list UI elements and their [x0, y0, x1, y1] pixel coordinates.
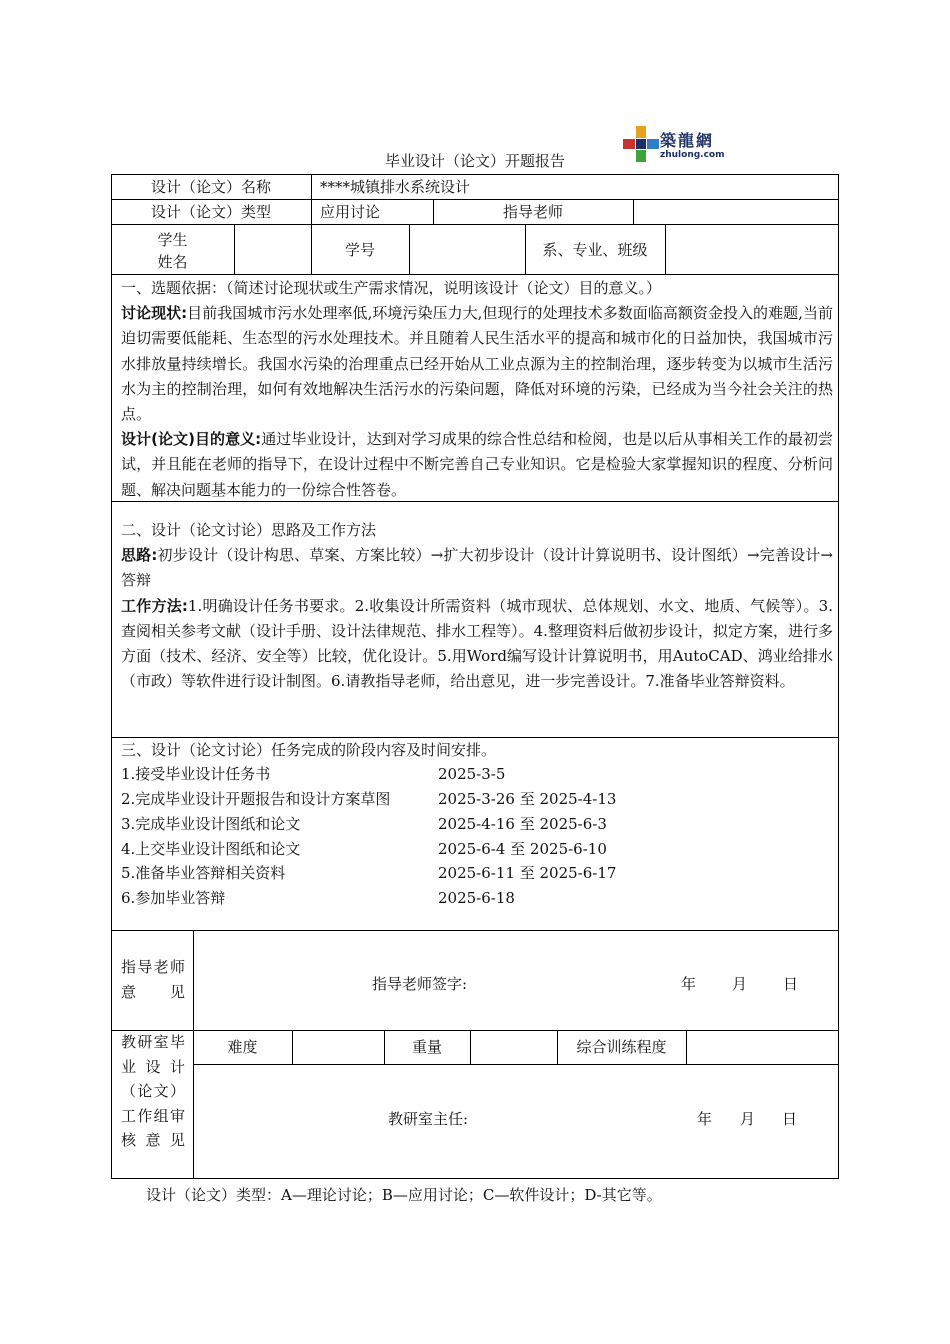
col-divider: [633, 199, 634, 224]
type-footnote: 设计（论文）类型：A—理论讨论；B—应用讨论；C—软件设计；D-其它等。: [146, 1186, 662, 1204]
logo-url: zhulong.com: [660, 150, 725, 160]
research-status-text: 目前我国城市污水处理率低,环境污染压力大,但现行的处理技术多数面临高额资金投入的难题,当前迫切需要低能耗、生态型的污水处理技术。并且随着人民生活水平的提高和城市化的日益加快，我国城市污水排放量持续增长。我国水污染的治理重点已经开始从工业点源为主的控制治理，逐步转变为以城市生活污水为主的控制治理，如何有效地解决生活污水的污染问题，降低对环境的污染，已经成为当今社会关注的热点。: [121, 304, 833, 424]
schedule-task: 5.准备毕业答辩相关资料: [121, 864, 286, 882]
col-divider: [311, 174, 312, 224]
row-divider: [111, 1030, 839, 1031]
advisor-month: 月: [732, 975, 748, 993]
col-divider: [665, 224, 666, 274]
section2-heading: 二、设计（论文讨论）思路及工作方法: [121, 521, 377, 539]
student-id-label: 学号: [344, 241, 375, 259]
advisor-opinion-label: 指导老师意见: [121, 958, 185, 1001]
col-divider: [686, 1030, 687, 1064]
col-divider: [470, 1030, 471, 1064]
method-label: 工作方法:: [121, 596, 188, 615]
advisor-label: 指导老师: [502, 203, 563, 221]
thesis-name-label: 设计（论文）名称: [150, 178, 271, 196]
review-year: 年: [697, 1110, 713, 1128]
training-label: 综合训练程度: [576, 1038, 667, 1056]
advisor-year: 年: [681, 975, 697, 993]
schedule-task: 1.接受毕业设计任务书: [121, 765, 271, 783]
idea-text: 初步设计（设计构思、草案、方案比较）→扩大初步设计（设计计算说明书、设计图纸）→完善设计→答辩: [121, 546, 833, 590]
thesis-name-value: ****城镇排水系统设计: [320, 178, 471, 196]
schedule-task: 6.参加毕业答辩: [121, 889, 226, 907]
thesis-type-label: 设计（论文）类型: [150, 203, 271, 221]
row-divider: [111, 274, 839, 275]
workload-label: 重量: [411, 1038, 442, 1056]
research-status-label: 讨论现状:: [121, 304, 188, 323]
review-day: 日: [782, 1110, 798, 1128]
row-divider: [111, 199, 839, 200]
purpose-label: 设计(论文)目的意义:: [121, 430, 262, 449]
review-opinion-label: 教研室毕业设计（论文）工作组审核意见: [121, 1033, 185, 1149]
schedule-date: 2025-3-26 至 2025-4-13: [438, 790, 617, 808]
schedule-date: 2025-4-16 至 2025-6-3: [438, 815, 607, 833]
idea-paragraph: [121, 543, 833, 593]
advisor-signature-label: 指导老师签字:: [372, 975, 468, 993]
col-divider: [234, 224, 235, 274]
row-divider: [111, 737, 839, 738]
research-status-paragraph: [121, 301, 833, 427]
row-divider: [193, 1064, 839, 1065]
schedule-date: 2025-6-11 至 2025-6-17: [438, 864, 617, 882]
purpose-text: 通过毕业设计，达到对学习成果的综合性总结和检阅，也是以后从事相关工作的最初尝试，并且能在老师的指导下，在设计过程中不断完善自己专业知识。它是检验大家掌握知识的程度、分析问题、解决问题基本能力的一份综合性答卷。: [121, 430, 833, 499]
schedule-date: 2025-6-4 至 2025-6-10: [438, 840, 607, 858]
idea-label: 思路:: [121, 546, 158, 565]
section1-heading: 一、选题依据：（简述讨论现状或生产需求情况，说明该设计（论文）目的意义。）: [121, 279, 662, 297]
section1-block: [121, 276, 833, 503]
page-title: 毕业设计（论文）开题报告: [384, 152, 565, 170]
department-label: 系、专业、班级: [542, 241, 648, 259]
thesis-type-value: 应用讨论: [320, 203, 381, 221]
difficulty-label: 难度: [227, 1038, 258, 1056]
schedule-task: 3.完成毕业设计图纸和论文: [121, 815, 301, 833]
method-text: 1.明确设计任务书要求。2.收集设计所需资料（城市现状、总体规划、水文、地质、气候等）。3.查阅相关参考文献（设计手册、设计法律规范、排水工程等）。4.整理资料后做初步设计，拟定方案，进行多方面（技术、经济、安全等）比较，优化设计。5.用Word编写设计计算说明书，用AutoCAD、鸿业给排水（市政）等软件进行设计制图。6.请教指导老师，给出意见，进一步完善设计。7.准备毕业答辩资料。: [121, 596, 833, 691]
method-paragraph: [121, 594, 833, 695]
director-label: 教研室主任:: [388, 1110, 469, 1128]
schedule-task: 4.上交毕业设计图纸和论文: [121, 840, 301, 858]
col-divider: [292, 1030, 293, 1064]
row-divider: [111, 930, 839, 931]
student-name-label: 学生 姓名: [157, 231, 188, 271]
logo-name: 築龍網: [660, 131, 715, 150]
schedule-date: 2025-6-18: [438, 889, 515, 907]
review-month: 月: [740, 1110, 756, 1128]
advisor-day: 日: [783, 975, 799, 993]
section2-block: [121, 518, 833, 694]
section3-heading: 三、设计（论文讨论）任务完成的阶段内容及时间安排。: [121, 741, 497, 759]
row-divider: [111, 224, 839, 225]
col-divider: [409, 224, 410, 274]
schedule-task: 2.完成毕业设计开题报告和设计方案草图: [121, 790, 391, 808]
purpose-paragraph: [121, 427, 833, 503]
schedule-date: 2025-3-5: [438, 765, 506, 783]
